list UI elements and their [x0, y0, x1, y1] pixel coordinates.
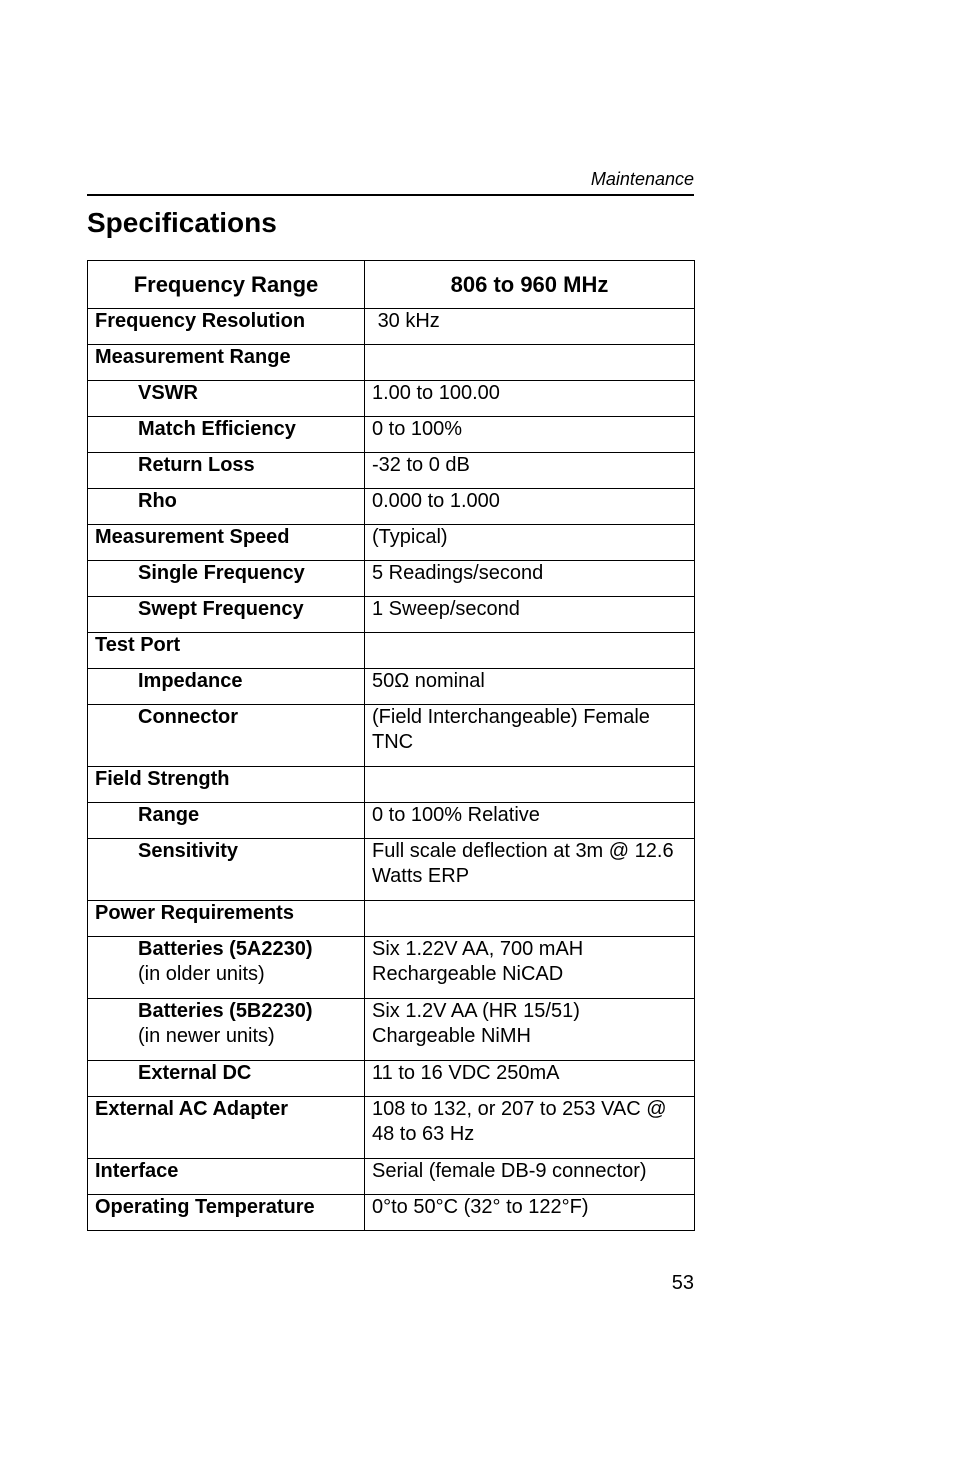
spec-value: -32 to 0 dB — [372, 454, 470, 476]
spec-value-cell — [365, 839, 695, 901]
spec-value: (Typical) — [372, 526, 448, 548]
spec-value: 5 Readings/second — [372, 562, 544, 584]
header-rule — [87, 194, 694, 196]
spec-value: 0°to 50°C (32° to 122°F) — [372, 1196, 589, 1218]
spec-label: Frequency Resolution — [95, 310, 306, 332]
spec-label: Impedance — [138, 670, 243, 692]
table-row — [88, 705, 695, 767]
spec-label: Sensitivity — [138, 840, 239, 862]
table-row — [88, 999, 695, 1061]
spec-label: Connector — [138, 706, 238, 728]
spec-value-cell — [365, 525, 695, 561]
spec-label: Rho — [138, 490, 177, 512]
spec-value-cell — [365, 309, 695, 345]
table-row — [88, 839, 695, 901]
spec-value-cell — [365, 453, 695, 489]
spec-label-cell — [88, 1195, 365, 1231]
spec-value: 0 to 100% — [372, 418, 463, 440]
table-row — [88, 633, 695, 669]
spec-label: Measurement Speed — [95, 526, 290, 548]
table-row — [88, 767, 695, 803]
specifications-table — [87, 260, 695, 1231]
spec-value-cell — [365, 489, 695, 525]
spec-label-cell — [88, 1061, 365, 1097]
spec-label-cell — [88, 669, 365, 705]
spec-label: Return Loss — [138, 454, 255, 476]
spec-label: External DC — [138, 1062, 252, 1084]
spec-value: Six 1.2V AA (HR 15/51) Chargeable NiMH — [372, 1000, 586, 1047]
spec-value: Six 1.22V AA, 700 mAH Rechargeable NiCAD — [372, 938, 589, 985]
spec-label: VSWR — [138, 382, 198, 404]
spec-label: Batteries (5A2230) — [138, 938, 313, 960]
spec-value-cell — [365, 633, 695, 669]
spec-value: 30 kHz — [372, 310, 440, 332]
spec-label-cell — [88, 381, 365, 417]
table-row — [88, 901, 695, 937]
table-row — [88, 597, 695, 633]
spec-label: Single Frequency — [138, 562, 305, 584]
header-cell-value: 806 to 960 MHz — [365, 261, 695, 309]
spec-label-cell — [88, 1159, 365, 1195]
table-row — [88, 669, 695, 705]
spec-label-note: (in newer units) — [138, 1025, 275, 1047]
table-row — [88, 417, 695, 453]
spec-label-cell — [88, 525, 365, 561]
spec-value-cell — [365, 1195, 695, 1231]
spec-label-cell — [88, 999, 365, 1061]
spec-value: 0.000 to 1.000 — [372, 490, 500, 512]
spec-label: Swept Frequency — [138, 598, 304, 620]
spec-value-cell — [365, 901, 695, 937]
spec-value-cell — [365, 597, 695, 633]
spec-label: Batteries (5B2230) — [138, 1000, 313, 1022]
spec-label-cell — [88, 839, 365, 901]
spec-value: Serial (female DB-9 connector) — [372, 1160, 647, 1182]
spec-label: Range — [138, 804, 200, 826]
spec-label-cell — [88, 417, 365, 453]
spec-label-cell — [88, 453, 365, 489]
spec-label-note: (in older units) — [138, 963, 265, 985]
header-cell-parameter: Frequency Range — [88, 261, 365, 309]
spec-value-cell — [365, 381, 695, 417]
spec-label-cell — [88, 489, 365, 525]
spec-label-cell — [88, 705, 365, 767]
spec-label-cell — [88, 767, 365, 803]
spec-value-cell — [365, 803, 695, 839]
spec-value-cell — [365, 999, 695, 1061]
table-row — [88, 489, 695, 525]
table-row — [88, 381, 695, 417]
spec-label-cell — [88, 633, 365, 669]
spec-value: 50Ω nominal — [372, 670, 485, 692]
spec-label-cell — [88, 345, 365, 381]
table-row — [88, 803, 695, 839]
spec-label-cell — [88, 803, 365, 839]
table-row — [88, 1195, 695, 1231]
spec-label-cell — [88, 309, 365, 345]
spec-value-cell — [365, 345, 695, 381]
spec-label-cell — [88, 901, 365, 937]
spec-value: (Field Interchangeable) Female TNC — [372, 706, 656, 753]
spec-value: 11 to 16 VDC 250mA — [372, 1062, 560, 1084]
table-row — [88, 937, 695, 999]
spec-label-cell — [88, 937, 365, 999]
table-row — [88, 1061, 695, 1097]
table-row — [88, 345, 695, 381]
spec-label: Test Port — [95, 634, 181, 656]
spec-label-cell — [88, 561, 365, 597]
table-row — [88, 1159, 695, 1195]
spec-label: Power Requirements — [95, 902, 294, 924]
spec-value: 1.00 to 100.00 — [372, 382, 500, 404]
table-header-row — [88, 261, 695, 309]
spec-value: 1 Sweep/second — [372, 598, 520, 620]
spec-label: Match Efficiency — [138, 418, 296, 440]
spec-label: Measurement Range — [95, 346, 291, 368]
table-body — [88, 309, 695, 1231]
running-head: Maintenance — [590, 169, 694, 189]
table-row — [88, 309, 695, 345]
spec-value-cell — [365, 561, 695, 597]
spec-value-cell — [365, 705, 695, 767]
spec-label: Interface — [95, 1160, 179, 1182]
table-row — [88, 453, 695, 489]
spec-value-cell — [365, 1097, 695, 1159]
spec-value-cell — [365, 937, 695, 999]
spec-label-cell — [88, 1097, 365, 1159]
spec-value: 0 to 100% Relative — [372, 804, 540, 826]
spec-value: 108 to 132, or 207 to 253 VAC @ 48 to 63 Hz — [372, 1098, 673, 1145]
spec-label-cell — [88, 597, 365, 633]
spec-value-cell — [365, 767, 695, 803]
spec-label: External AC Adapter — [95, 1098, 289, 1120]
spec-value-cell — [365, 1061, 695, 1097]
spec-label: Operating Temperature — [95, 1196, 315, 1218]
table-row — [88, 561, 695, 597]
table-row — [88, 525, 695, 561]
spec-value-cell — [365, 417, 695, 453]
table-row — [88, 1097, 695, 1159]
spec-value-cell — [365, 669, 695, 705]
spec-label: Field Strength — [95, 768, 230, 790]
spec-value-cell — [365, 1159, 695, 1195]
page-number: 53 — [671, 1272, 694, 1294]
spec-value: Full scale deflection at 3m @ 12.6 Watts ERP — [372, 840, 680, 887]
page-title: Specifications — [87, 207, 277, 238]
